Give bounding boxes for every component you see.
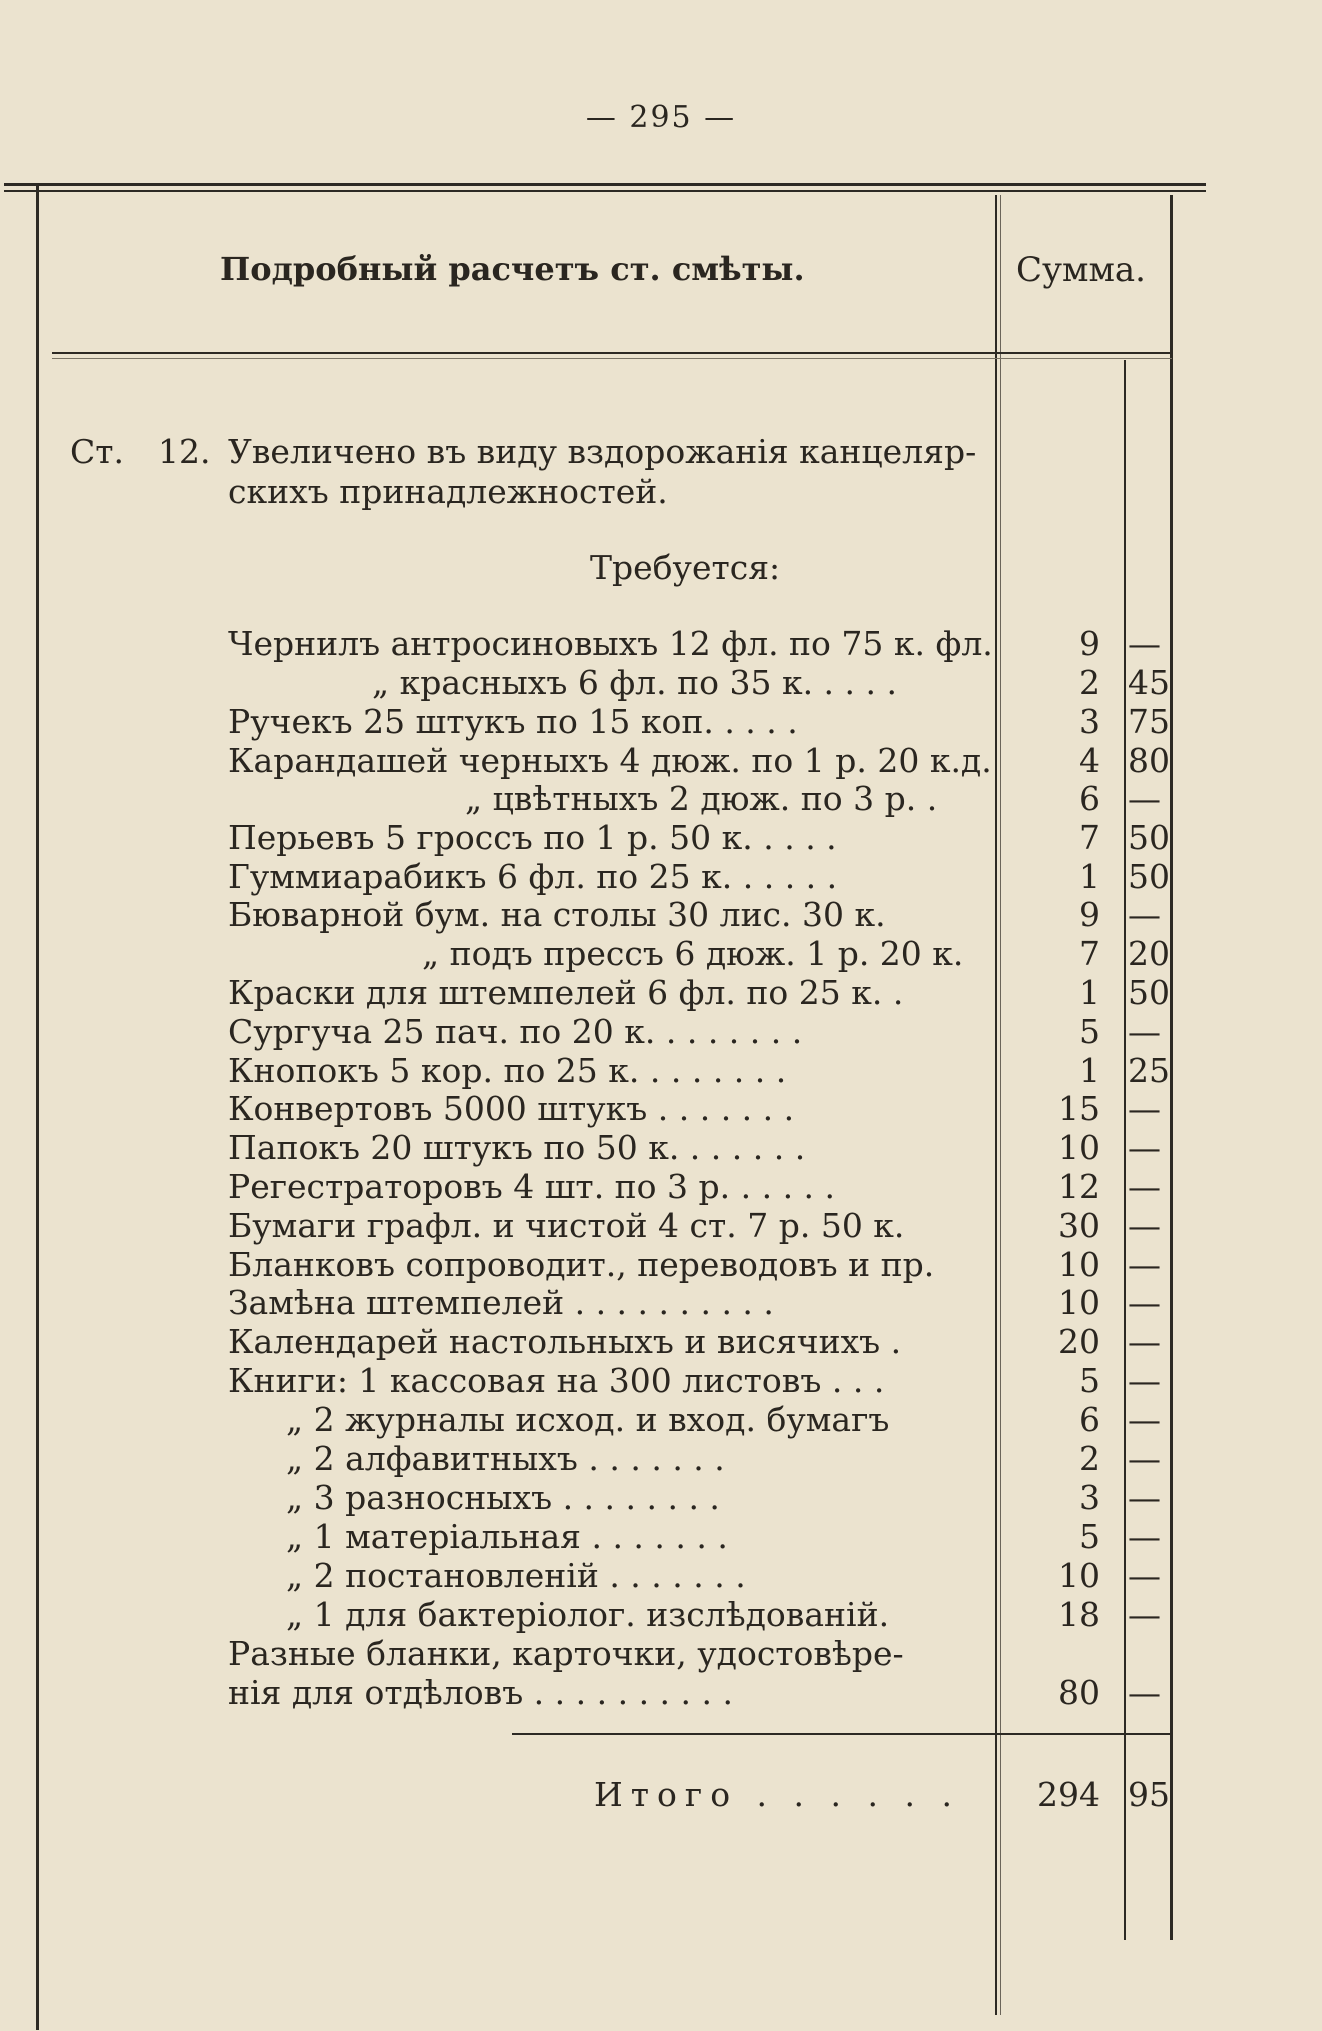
item-kopecks: —	[1128, 1089, 1161, 1128]
article-label: Ст.	[70, 432, 124, 471]
item-kopecks: —	[1128, 1595, 1161, 1634]
item-rubles: 30	[1058, 1206, 1100, 1245]
item-description: Чернилъ антросиновыхъ 12 фл. по 75 к. фл.	[228, 624, 993, 663]
item-rubles: 80	[1058, 1673, 1100, 1712]
item-row	[0, 1596, 1322, 1634]
total-rubles: 294	[1037, 1775, 1100, 1814]
item-row	[0, 625, 1322, 663]
item-kopecks: —	[1128, 895, 1161, 934]
item-kopecks: —	[1128, 624, 1161, 663]
item-kopecks: —	[1128, 1517, 1161, 1556]
item-row	[0, 819, 1322, 857]
item-rubles: 2	[1079, 1439, 1100, 1478]
item-description: Гуммиарабикъ 6 фл. по 25 к. . . . . .	[228, 857, 838, 896]
top-rule-second	[4, 190, 1206, 192]
item-rubles: 15	[1058, 1089, 1100, 1128]
item-row	[0, 1401, 1322, 1439]
item-kopecks: —	[1128, 779, 1161, 818]
item-kopecks: —	[1128, 1128, 1161, 1167]
item-rubles: 18	[1058, 1595, 1100, 1634]
item-rubles: 5	[1079, 1517, 1100, 1556]
item-row	[0, 664, 1322, 702]
item-row	[0, 896, 1322, 934]
item-description: Бланковъ сопроводит., переводовъ и пр.	[228, 1245, 935, 1284]
item-description: „ 2 постановленій . . . . . . .	[286, 1556, 746, 1595]
item-description: Краски для штемпелей 6 фл. по 25 к. .	[228, 973, 904, 1012]
page-number: — 295 —	[585, 100, 737, 135]
item-description: Конвертовъ 5000 штукъ . . . . . . .	[228, 1089, 795, 1128]
item-rubles: 9	[1079, 624, 1100, 663]
item-row	[0, 1674, 1322, 1712]
item-row	[0, 1168, 1322, 1206]
item-rubles: 20	[1058, 1322, 1100, 1361]
item-row	[0, 1518, 1322, 1556]
item-description: нія для отдѣловъ . . . . . . . . . .	[228, 1673, 733, 1712]
item-description: Бумаги графл. и чистой 4 ст. 7 р. 50 к.	[228, 1206, 905, 1245]
item-rubles: 12	[1058, 1167, 1100, 1206]
item-kopecks: 25	[1128, 1051, 1170, 1090]
item-row	[0, 1284, 1322, 1322]
article-intro	[228, 432, 988, 512]
item-kopecks: —	[1128, 1167, 1161, 1206]
item-kopecks: 80	[1128, 741, 1170, 780]
top-rule	[4, 183, 1206, 186]
item-rubles: 2	[1079, 663, 1100, 702]
item-row	[0, 1013, 1322, 1051]
item-kopecks: 50	[1128, 973, 1170, 1012]
item-rubles: 5	[1079, 1012, 1100, 1051]
header-sum: Сумма.	[1016, 250, 1146, 290]
item-row	[0, 974, 1322, 1012]
total-rule	[512, 1733, 1172, 1735]
item-row	[0, 780, 1322, 818]
item-description: „ 2 алфавитныхъ . . . . . . .	[286, 1439, 725, 1478]
item-kopecks: —	[1128, 1283, 1161, 1322]
item-rubles: 10	[1058, 1556, 1100, 1595]
item-row	[0, 1635, 1322, 1673]
item-description: „ 3 разносныхъ . . . . . . . .	[286, 1478, 720, 1517]
item-kopecks: —	[1128, 1556, 1161, 1595]
item-row	[0, 742, 1322, 780]
item-kopecks: —	[1128, 1439, 1161, 1478]
item-rubles: 5	[1079, 1361, 1100, 1400]
required-heading: Требуется:	[590, 548, 781, 587]
item-kopecks: —	[1128, 1478, 1161, 1517]
item-row	[0, 1129, 1322, 1167]
item-description: „ красныхъ 6 фл. по 35 к. . . . .	[372, 663, 897, 702]
article-intro-line: скихъ принадлежностей.	[228, 472, 668, 511]
item-row	[0, 703, 1322, 741]
item-kopecks: —	[1128, 1361, 1161, 1400]
item-description: Кнопокъ 5 кор. по 25 к. . . . . . . .	[228, 1051, 787, 1090]
item-description: Сургуча 25 пач. по 20 к. . . . . . . .	[228, 1012, 803, 1051]
item-kopecks: 20	[1128, 934, 1170, 973]
header-rule	[52, 352, 1172, 354]
item-kopecks: 45	[1128, 663, 1170, 702]
item-row	[0, 1479, 1322, 1517]
item-kopecks: 50	[1128, 818, 1170, 857]
item-rubles: 3	[1079, 702, 1100, 741]
item-description: „ 1 матеріальная . . . . . . .	[286, 1517, 728, 1556]
item-kopecks: —	[1128, 1322, 1161, 1361]
item-rubles: 6	[1079, 1400, 1100, 1439]
item-row	[0, 935, 1322, 973]
item-rubles: 7	[1079, 934, 1100, 973]
item-kopecks: —	[1128, 1400, 1161, 1439]
item-rubles: 10	[1058, 1128, 1100, 1167]
item-description: Бюварной бум. на столы 30 лис. 30 к.	[228, 895, 886, 934]
item-row	[0, 1440, 1322, 1478]
item-description: Замѣна штемпелей . . . . . . . . . .	[228, 1283, 774, 1322]
item-kopecks: —	[1128, 1206, 1161, 1245]
header-description: Подробный расчетъ ст. смѣты.	[220, 250, 805, 288]
item-row	[0, 858, 1322, 896]
item-rubles: 1	[1079, 1051, 1100, 1090]
item-rubles: 7	[1079, 818, 1100, 857]
item-rubles: 1	[1079, 973, 1100, 1012]
item-rubles: 6	[1079, 779, 1100, 818]
item-description: Регестраторовъ 4 шт. по 3 р. . . . . .	[228, 1167, 836, 1206]
item-description: Карандашей черныхъ 4 дюж. по 1 р. 20 к.д.	[228, 741, 992, 780]
item-row	[0, 1207, 1322, 1245]
item-rubles: 1	[1079, 857, 1100, 896]
item-kopecks: —	[1128, 1012, 1161, 1051]
item-rubles: 3	[1079, 1478, 1100, 1517]
article-intro-line: Увеличено въ виду вздорожанія канцеляр-	[228, 432, 977, 471]
item-description: Календарей настольныхъ и висячихъ .	[228, 1322, 902, 1361]
item-row	[0, 1323, 1322, 1361]
item-row	[0, 1557, 1322, 1595]
item-description: Перьевъ 5 гроссъ по 1 р. 50 к. . . . .	[228, 818, 837, 857]
item-description: „ подъ прессъ 6 дюж. 1 р. 20 к.	[422, 934, 964, 973]
total-kopecks: 95	[1128, 1775, 1170, 1814]
item-row	[0, 1090, 1322, 1128]
header-rule-thin	[52, 358, 1172, 359]
item-kopecks: 50	[1128, 857, 1170, 896]
item-rubles: 9	[1079, 895, 1100, 934]
item-kopecks: —	[1128, 1245, 1161, 1284]
item-row	[0, 1246, 1322, 1284]
item-kopecks: —	[1128, 1673, 1161, 1712]
item-description: „ 1 для бактеріолог. изслѣдованій.	[286, 1595, 890, 1634]
item-row	[0, 1362, 1322, 1400]
item-row	[0, 1052, 1322, 1090]
item-description: „ 2 журналы исход. и вход. бумагъ	[286, 1400, 890, 1439]
total-label: Итого . . . . . .	[594, 1775, 960, 1814]
article-number: 12.	[158, 432, 211, 471]
item-description: „ цвѣтныхъ 2 дюж. по 3 р. .	[465, 779, 938, 818]
item-rubles: 10	[1058, 1245, 1100, 1284]
item-description: Книги: 1 кассовая на 300 листовъ . . .	[228, 1361, 885, 1400]
item-rubles: 10	[1058, 1283, 1100, 1322]
item-description: Папокъ 20 штукъ по 50 к. . . . . . .	[228, 1128, 806, 1167]
item-rubles: 4	[1079, 741, 1100, 780]
item-kopecks: 75	[1128, 702, 1170, 741]
item-description: Ручекъ 25 штукъ по 15 коп. . . . .	[228, 702, 798, 741]
item-description: Разные бланки, карточки, удостовѣре-	[228, 1634, 904, 1673]
